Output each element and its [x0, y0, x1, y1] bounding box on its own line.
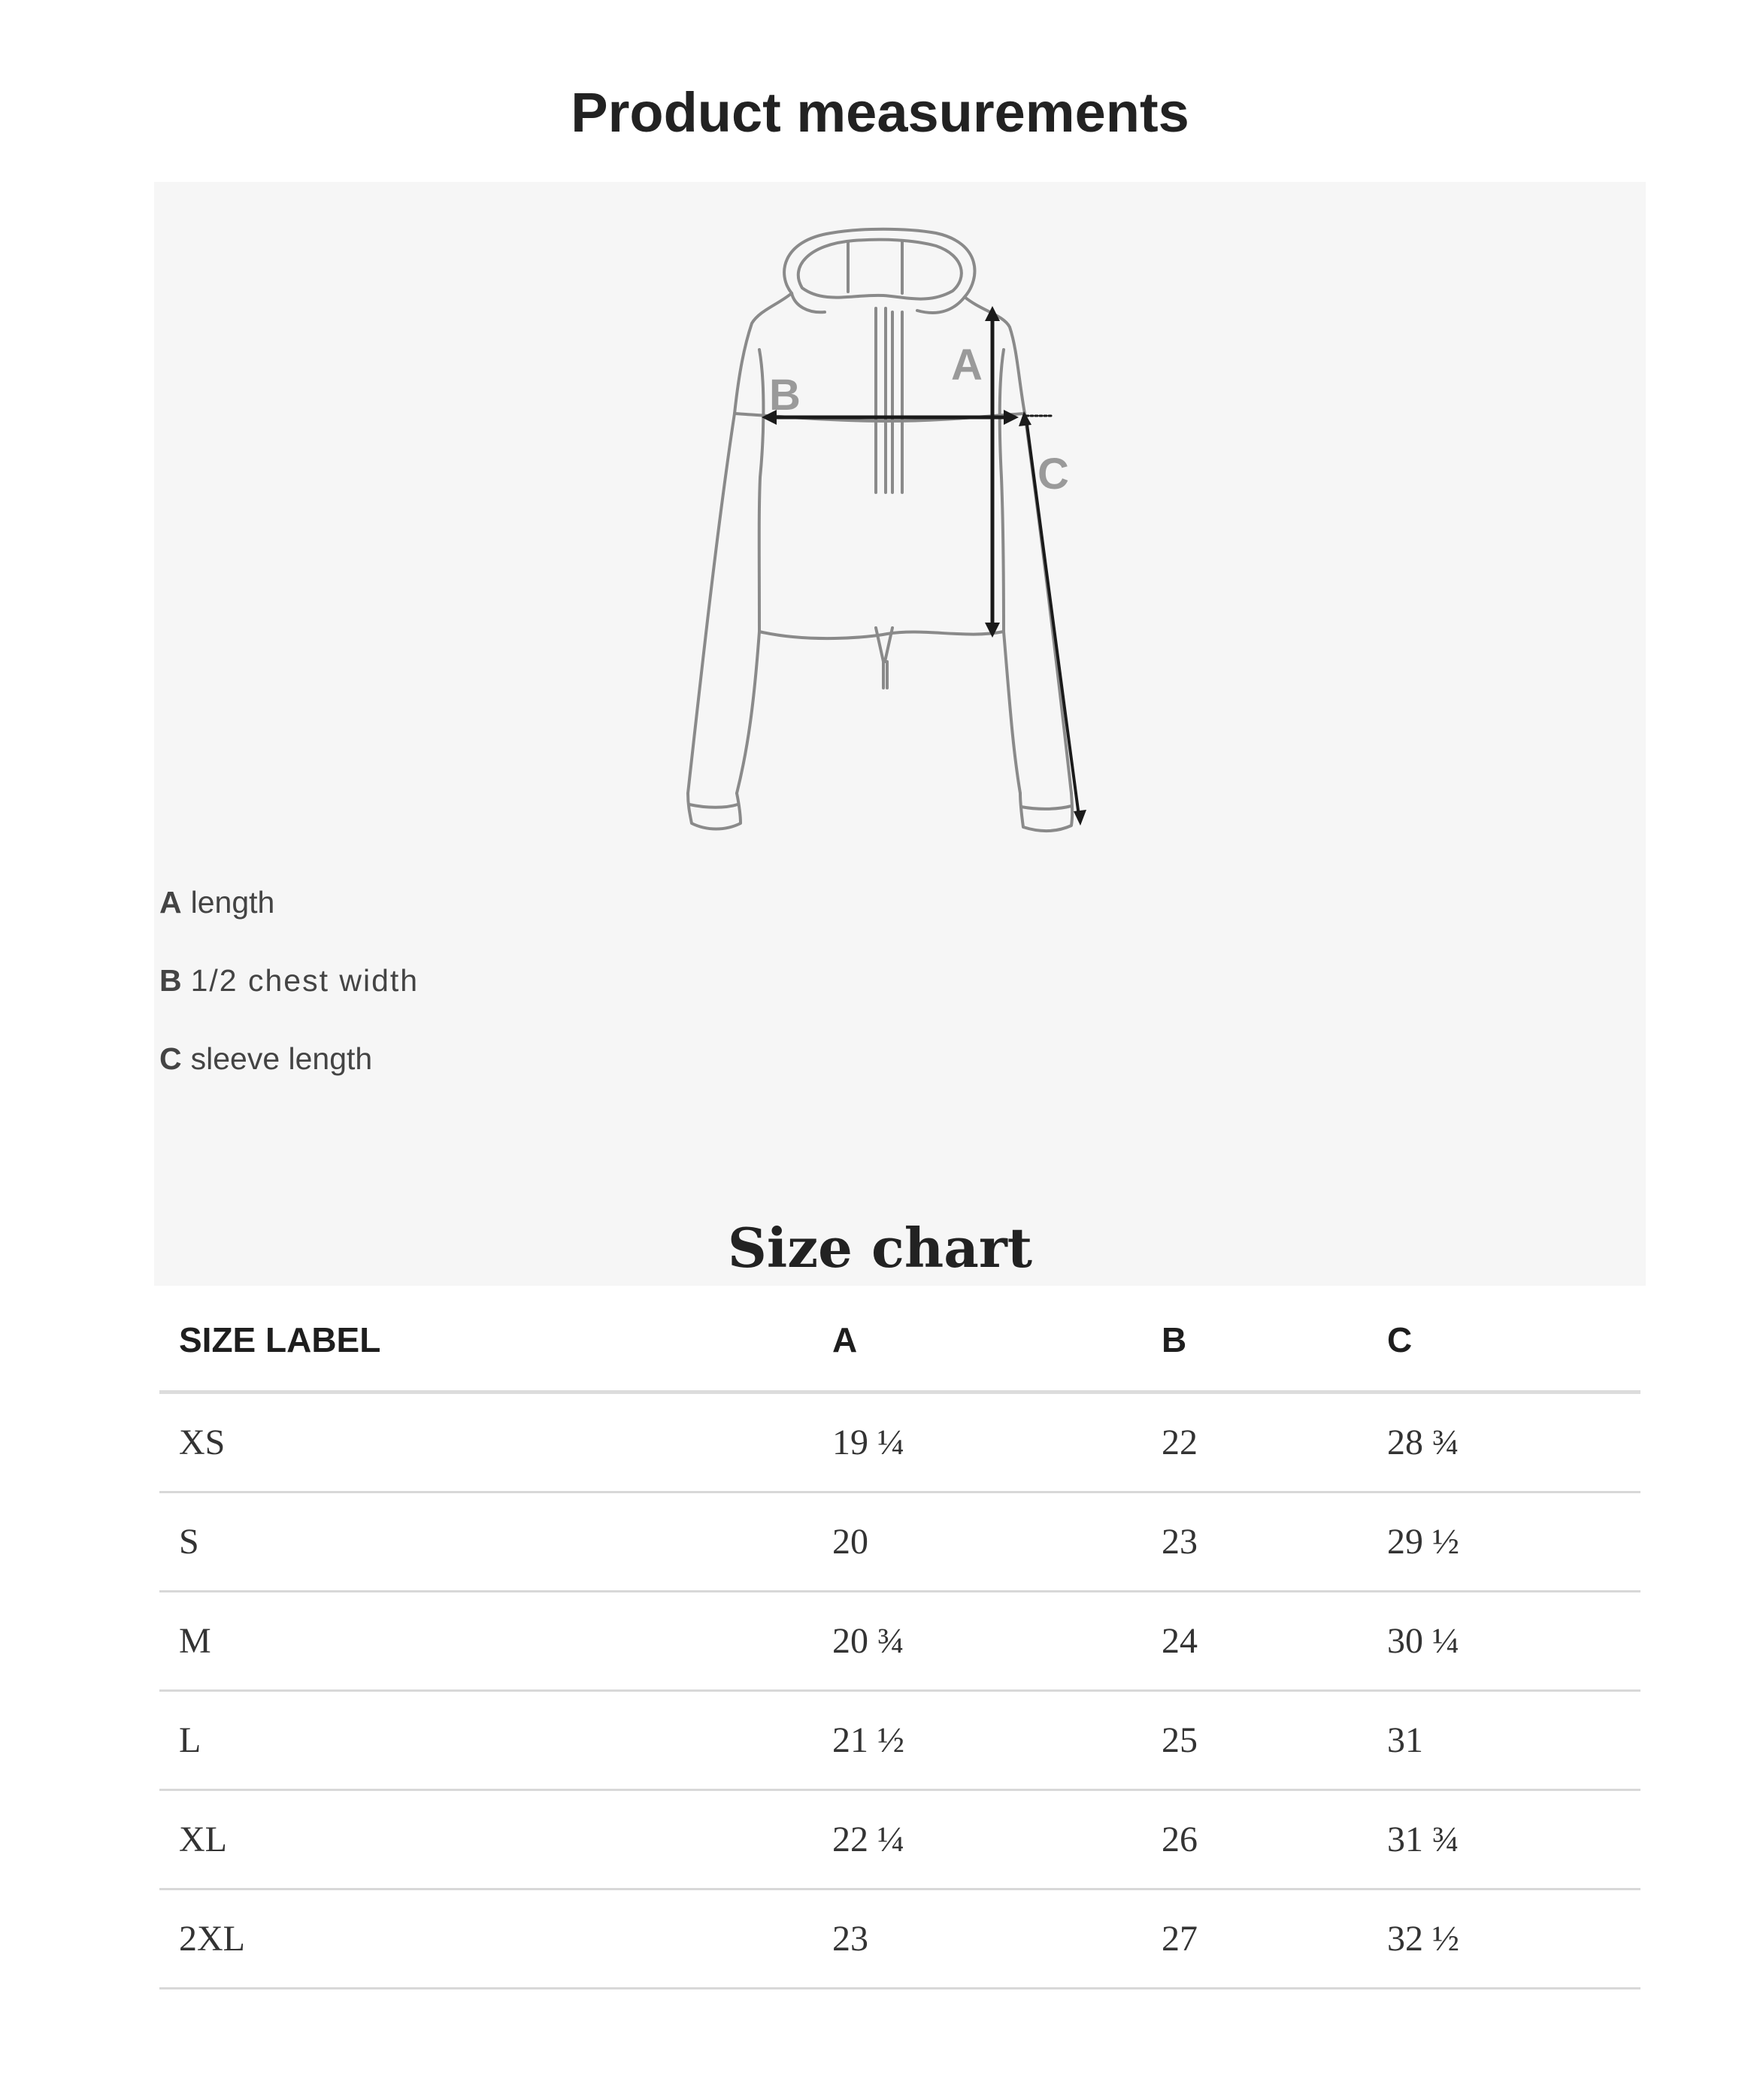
- size-chart-table: [159, 1289, 1640, 1989]
- legend-text: 1/2 chest width: [190, 963, 420, 998]
- size-label-cell: 2XL: [159, 1889, 813, 1989]
- table-row: [159, 1492, 1640, 1592]
- diagram-label-b: B: [769, 371, 801, 420]
- size-label-cell: M: [159, 1592, 813, 1691]
- diagram-label-c: C: [1038, 450, 1069, 498]
- legend-letter: A: [159, 885, 182, 920]
- diagram-label-a: A: [951, 341, 983, 389]
- measurement-b-cell: 23: [1142, 1492, 1368, 1592]
- measurement-a-cell: 20 ¾: [813, 1592, 1142, 1691]
- table-row: [159, 1592, 1640, 1691]
- size-label-cell: S: [159, 1492, 813, 1592]
- measurement-b-cell: 25: [1142, 1691, 1368, 1790]
- hood-opening: [798, 240, 962, 299]
- table-row: [159, 1889, 1640, 1989]
- measurement-b-cell: 27: [1142, 1889, 1368, 1989]
- legend-letter: C: [159, 1041, 182, 1076]
- legend-item-a: [159, 883, 836, 962]
- column-header-a: A: [813, 1289, 1142, 1392]
- legend-text: sleeve length: [190, 1041, 373, 1076]
- measurement-a-cell: 22 ¼: [813, 1790, 1142, 1889]
- column-header-b: B: [1142, 1289, 1368, 1392]
- legend-item-c: [159, 1040, 836, 1118]
- table-header-row: [159, 1289, 1640, 1392]
- measurement-a-cell: 23: [813, 1889, 1142, 1989]
- legend-letter: B: [159, 963, 182, 998]
- measurement-a-cell: 21 ½: [813, 1691, 1142, 1790]
- column-header-c: C: [1368, 1289, 1640, 1392]
- page-title: Product measurements: [571, 81, 1189, 144]
- measurement-a-cell: 20: [813, 1492, 1142, 1592]
- measurement-c-cell: 31 ¾: [1368, 1790, 1640, 1889]
- column-header-size-label: SIZE LABEL: [159, 1289, 813, 1392]
- measurement-c-cell: 30 ¼: [1368, 1592, 1640, 1691]
- size-label-cell: XS: [159, 1392, 813, 1492]
- measurement-a-cell: 19 ¼: [813, 1392, 1142, 1492]
- cropped-hoodie-icon: [628, 222, 1184, 853]
- measurement-c-cell: 29 ½: [1368, 1492, 1640, 1592]
- table-row: [159, 1790, 1640, 1889]
- measurement-b-cell: 22: [1142, 1392, 1368, 1492]
- size-label-cell: XL: [159, 1790, 813, 1889]
- table-row: [159, 1691, 1640, 1790]
- legend-text: length: [190, 885, 275, 920]
- hood-outline: [784, 229, 974, 313]
- legend-item-b: [159, 962, 836, 1040]
- measurement-b-cell: 24: [1142, 1592, 1368, 1691]
- measurement-b-cell: 26: [1142, 1790, 1368, 1889]
- size-label-cell: L: [159, 1691, 813, 1790]
- measurement-c-cell: 28 ¾: [1368, 1392, 1640, 1492]
- measurement-c-cell: 31: [1368, 1691, 1640, 1790]
- size-chart-title: Size chart: [727, 1216, 1033, 1280]
- measurement-c-cell: 32 ½: [1368, 1889, 1640, 1989]
- measurement-legend: [159, 883, 836, 1118]
- table-row: [159, 1392, 1640, 1492]
